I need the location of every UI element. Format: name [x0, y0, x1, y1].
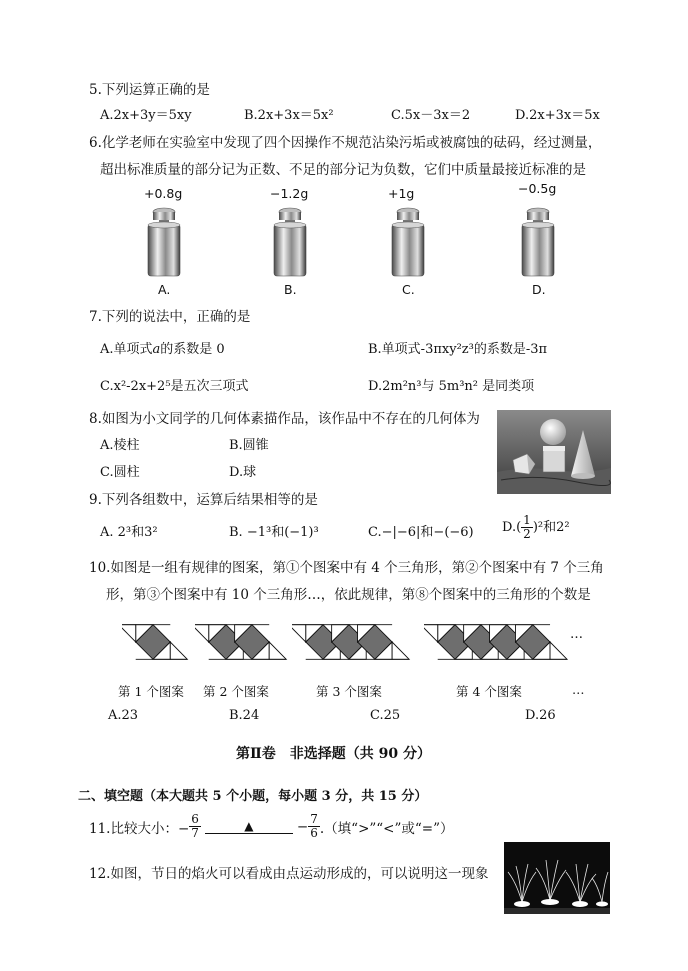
q9-option-d-num: 1 — [523, 513, 531, 527]
q5-stem: 5.下列运算正确的是 — [89, 82, 210, 98]
geometry-sketch-image — [497, 410, 611, 494]
q11-fraction-2 — [308, 813, 320, 840]
q10-option-c: C.25 — [370, 708, 401, 723]
weight-value-3: +1g — [388, 186, 415, 201]
q7-option-c: C.x²-2x+2⁵是五次三项式 — [100, 379, 249, 394]
pattern-caption-4: 第 4 个图案 — [456, 684, 522, 699]
q5-option-a: A.2x+3y＝5xy — [100, 108, 192, 123]
q9-option-a: A. 2³和3² — [100, 525, 158, 540]
q11-prefix: 11.比较大小：− — [89, 820, 190, 837]
weight-letter-4: D. — [532, 282, 546, 297]
q11-frac1-den: 7 — [191, 826, 199, 841]
q11-frac2-den: 6 — [310, 826, 318, 841]
q10-option-b: B.24 — [229, 708, 260, 723]
q11-minus-2: − — [296, 818, 309, 835]
q9-option-d-suffix: )²和2² — [532, 520, 570, 536]
triangle-pattern-4 — [424, 614, 568, 670]
q11-blank: ▲ — [205, 819, 293, 834]
q9-option-d — [502, 514, 570, 541]
weight-icon-3 — [390, 207, 426, 279]
q7-option-d: D.2m²n³与 5m³n² 是同类项 — [368, 379, 535, 394]
q7-option-a-suffix: 的系数是 0 — [160, 342, 225, 357]
q9-option-d-prefix: D.( — [502, 520, 522, 536]
q10-option-d: D.26 — [525, 708, 556, 723]
pattern-ellipsis: … — [570, 627, 583, 642]
q9-option-c: C.−|−6|和−(−6) — [368, 525, 474, 540]
q8-option-d: D.球 — [229, 465, 257, 480]
weight-icon-2 — [272, 207, 308, 279]
pattern-caption-ellipsis: … — [572, 682, 585, 697]
fireworks-image — [504, 842, 610, 914]
q11-frac2-num: 7 — [310, 812, 318, 826]
pattern-caption-2: 第 2 个图案 — [203, 684, 269, 699]
q9-stem: 9.下列各组数中，运算后结果相等的是 — [89, 492, 318, 508]
q5-option-b: B.2x+3x＝5x² — [244, 108, 334, 123]
q9-option-d-fraction — [521, 514, 533, 541]
weight-letter-2: B. — [284, 282, 297, 297]
pattern-caption-1: 第 1 个图案 — [118, 684, 184, 699]
q11-fraction-1 — [189, 813, 201, 840]
q10-option-a: A.23 — [108, 708, 139, 723]
q9-option-d-den: 2 — [523, 527, 531, 542]
q6-stem-line1: 6.化学老师在实验室中发现了四个因操作不规范沾染污垢或被腐蚀的砝码，经过测量， — [89, 135, 602, 151]
section2-heading: 二、填空题（本大题共 5 个小题，每小题 3 分，共 15 分） — [78, 789, 428, 804]
q5-option-c: C.5x－3x＝2 — [391, 108, 471, 123]
q5-option-d: D.2x+3x＝5x — [515, 108, 600, 123]
q10-stem-line1: 10.如图是一组有规律的图案，第①个图案中有 4 个三角形，第②个图案中有 7 个三角 — [89, 560, 604, 576]
q8-option-c: C.圆柱 — [100, 465, 140, 480]
q7-stem: 7.下列的说法中，正确的是 — [89, 309, 251, 325]
q10-stem-line2: 形，第③个图案中有 10 个三角形…，依此规律，第⑧个图案中的三角形的个数是 — [106, 587, 591, 603]
triangle-pattern-1 — [122, 614, 194, 670]
q8-stem: 8.如图为小文同学的几何体素描作品，该作品中不存在的几何体为 — [89, 411, 480, 427]
q9-option-b: B. −1³和(−1)³ — [229, 525, 319, 540]
q11-frac1-num: 6 — [191, 812, 199, 826]
q7-option-b: B.单项式-3πxy²z³的系数是-3π — [368, 342, 548, 357]
weight-value-1: +0.8g — [144, 186, 183, 201]
weight-icon-1 — [146, 207, 182, 279]
q12-stem: 12.如图，节日的焰火可以看成由点运动形成的，可以说明这一现象 — [89, 866, 489, 882]
pattern-caption-3: 第 3 个图案 — [316, 684, 382, 699]
weight-value-4: −0.5g — [518, 181, 557, 196]
q6-stem-line2: 超出标准质量的部分记为正数、不足的部分记为负数，它们中质量最接近标准的是 — [100, 162, 586, 178]
q7-option-a-prefix: A.单项式 — [100, 342, 153, 357]
q8-option-a: A.棱柱 — [100, 438, 140, 453]
weight-icon-4 — [520, 207, 556, 279]
q7-option-a — [100, 338, 225, 357]
weight-value-2: −1.2g — [270, 186, 309, 201]
q7-option-a-var: a — [152, 342, 161, 357]
q8-option-b: B.圆锥 — [229, 438, 269, 453]
triangle-pattern-2 — [195, 614, 291, 670]
triangle-pattern-3 — [292, 614, 412, 670]
weight-letter-1: A. — [158, 282, 171, 297]
q11-suffix: .（填“>”“<”或“=”） — [319, 820, 454, 837]
part2-title: 第Ⅱ卷 非选择题（共 90 分） — [236, 746, 432, 762]
weight-letter-3: C. — [402, 282, 415, 297]
q11 — [89, 813, 454, 840]
